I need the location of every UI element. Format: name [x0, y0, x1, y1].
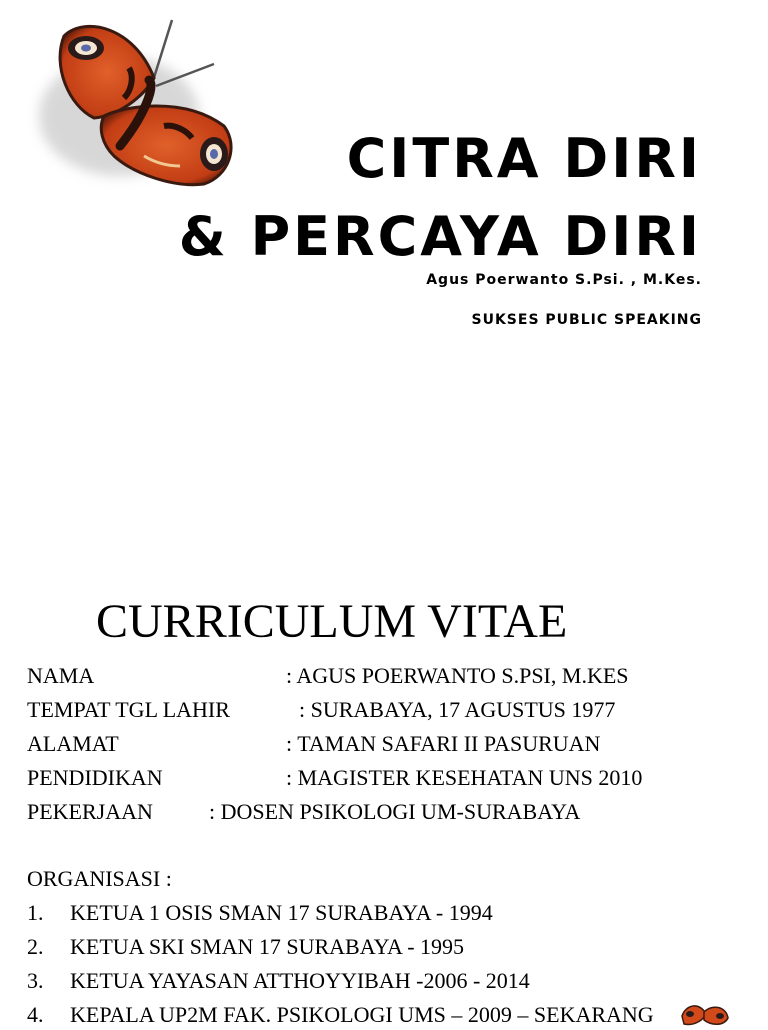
list-text: KETUA SKI SMAN 17 SURABAYA - 1995 [70, 934, 465, 959]
cv-field-value: : AGUS POERWANTO S.PSI, M.KES [286, 663, 629, 688]
list-text: KETUA 1 OSIS SMAN 17 SURABAYA - 1994 [70, 900, 493, 925]
cv-field-pekerjaan [27, 797, 581, 827]
author-name: Agus Poerwanto S.Psi. , M.Kes. [426, 272, 702, 288]
title-line-1: CITRA DIRI [346, 127, 702, 190]
cv-field-tempat-tgl-lahir [27, 695, 616, 725]
cv-field-value: : SURABAYA, 17 AGUSTUS 1977 [299, 697, 616, 722]
organisasi-list-item [27, 898, 493, 928]
cv-field-nama [27, 661, 629, 691]
presentation-subtitle: SUKSES PUBLIC SPEAKING [471, 312, 702, 328]
butterfly-icon [676, 996, 732, 1030]
list-number: 1. [27, 900, 44, 925]
title-line-2: & PERCAYA DIRI [178, 205, 702, 268]
cv-field-alamat [27, 729, 601, 759]
cv-field-label: PEKERJAAN [27, 799, 153, 824]
list-number: 4. [27, 1002, 44, 1027]
presentation-title [179, 120, 702, 276]
cv-field-label: ALAMAT [27, 731, 119, 756]
cv-field-pendidikan [27, 763, 643, 793]
list-text: KEPALA UP2M FAK. PSIKOLOGI UMS – 2009 – SEKARANG [70, 1002, 654, 1027]
cv-heading: CURRICULUM VITAE [96, 595, 568, 648]
list-number: 3. [27, 968, 44, 993]
list-text: KETUA YAYASAN ATTHOYYIBAH -2006 - 2014 [70, 968, 530, 993]
organisasi-list-item [27, 932, 464, 962]
list-number: 2. [27, 934, 44, 959]
cv-field-label: PENDIDIKAN [27, 765, 163, 790]
organisasi-list-item [27, 966, 530, 996]
cv-field-value: : DOSEN PSIKOLOGI UM-SURABAYA [209, 799, 581, 824]
organisasi-list-item [27, 1000, 654, 1030]
cv-field-label: NAMA [27, 663, 95, 688]
cv-field-label: TEMPAT TGL LAHIR [27, 697, 230, 722]
cv-field-value: : MAGISTER KESEHATAN UNS 2010 [286, 765, 643, 790]
cv-field-value: : TAMAN SAFARI II PASURUAN [286, 731, 601, 756]
organisasi-heading: ORGANISASI : [27, 866, 172, 891]
